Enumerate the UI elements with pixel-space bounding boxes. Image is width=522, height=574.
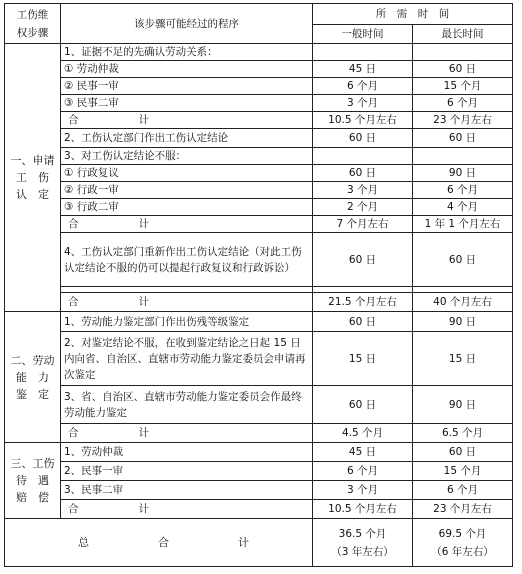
grand-total-normal-cell [313, 519, 413, 567]
s1-total-l1: 合 [68, 296, 79, 308]
table-row [5, 165, 513, 182]
s1-total-max: 40 个月左右 [413, 293, 513, 312]
s2-total-label [61, 424, 313, 443]
s1-step1-row2-max: 15 个月 [413, 78, 513, 95]
s1-step3-row2-label: ② 行政一审 [61, 182, 313, 199]
s2-step2-row [5, 332, 513, 386]
s1-step2-label: 2、工伤认定部门作出工伤认定结论 [61, 129, 313, 148]
s1-step1-total-max: 23 个月左右 [413, 112, 513, 129]
s2-step1-normal: 60 日 [313, 312, 413, 332]
section1-stage [5, 44, 61, 312]
grand-total-normal-note: （3 年左右） [331, 545, 394, 558]
s2-step1-label: 1、劳动能力鉴定部门作出伤残等级鉴定 [61, 312, 313, 332]
grand-total-l3: 计 [238, 535, 249, 549]
s2-step2-max: 15 日 [413, 332, 513, 386]
s1-step3-total-l2: 计 [138, 218, 149, 230]
s2-total-normal: 4.5 个月 [313, 424, 413, 443]
s1-step3-row1-label: ① 行政复议 [61, 165, 313, 182]
s1-step1-title-row [5, 44, 513, 61]
s3-total-max: 23 个月左右 [413, 500, 513, 519]
s1-step4-row [5, 233, 513, 287]
s1-step4-max: 60 日 [413, 233, 513, 287]
s1-step3-title: 3、对工伤认定结论不服： [61, 148, 313, 165]
header-step-line2: 权步骤 [16, 26, 49, 39]
grand-total-max-cell [413, 519, 513, 567]
header-max-time: 最长时间 [413, 25, 513, 44]
s1-step3-total-normal: 7 个月左右 [313, 216, 413, 233]
s2-total-max: 6.5 个月 [413, 424, 513, 443]
header-step-line1: 工伤维 [16, 8, 49, 21]
s1-step3-row2-normal: 3 个月 [313, 182, 413, 199]
s3-row1-normal: 45 日 [313, 443, 413, 462]
grand-total-max: 69.5 个月 [438, 527, 487, 540]
s1-total-normal: 21.5 个月左右 [313, 293, 413, 312]
s1-step3-row1-normal: 60 日 [313, 165, 413, 182]
header-time: 所 需 时 间 [313, 4, 513, 25]
s1-step1-row3-max: 6 个月 [413, 95, 513, 112]
s1-step3-title-row [5, 148, 513, 165]
work-injury-time-table [4, 3, 513, 567]
table-row [5, 78, 513, 95]
s1-step1-row2-normal: 6 个月 [313, 78, 413, 95]
s2-total-l2: 计 [138, 427, 149, 439]
s1-step4-label: 4、工伤认定部门重新作出工伤认定结论（对此工伤认定结论不服的仍可以提起行政复议和行政诉讼） [61, 233, 313, 287]
s1-step1-total-l1: 合 [68, 114, 79, 126]
s1-step3-total-max: 1 年 1 个月左右 [413, 216, 513, 233]
grand-total-label [5, 519, 313, 567]
s1-step3-row3-label: ③ 行政二审 [61, 199, 313, 216]
section2-stage [5, 312, 61, 443]
table-row [5, 443, 513, 462]
s1-step2-row [5, 129, 513, 148]
section1-stage-line3: 认 定 [16, 188, 49, 201]
table-row [5, 462, 513, 481]
s1-step3-total-row [5, 216, 513, 233]
s2-total-row [5, 424, 513, 443]
s3-row1-max: 60 日 [413, 443, 513, 462]
table-row [5, 95, 513, 112]
table-row [5, 182, 513, 199]
s1-step1-row1-max: 60 日 [413, 61, 513, 78]
grand-total-row [5, 519, 513, 567]
s3-row3-normal: 3 个月 [313, 481, 413, 500]
s1-step2-max: 60 日 [413, 129, 513, 148]
s1-step1-title-max [413, 44, 513, 61]
s2-step1-row [5, 312, 513, 332]
s3-row2-label: 2、民事一审 [61, 462, 313, 481]
s3-row3-max: 6 个月 [413, 481, 513, 500]
grand-total-normal: 36.5 个月 [338, 527, 387, 540]
table-row [5, 61, 513, 78]
s3-total-normal: 10.5 个月左右 [313, 500, 413, 519]
s1-step1-row3-normal: 3 个月 [313, 95, 413, 112]
header-normal-time: 一般时间 [313, 25, 413, 44]
s1-step3-row1-max: 90 日 [413, 165, 513, 182]
s1-step4-normal: 60 日 [313, 233, 413, 287]
grand-total-l1: 总 [78, 535, 89, 549]
s1-step3-row3-normal: 2 个月 [313, 199, 413, 216]
s1-step3-row3-max: 4 个月 [413, 199, 513, 216]
table-row [5, 199, 513, 216]
s1-total-row [5, 293, 513, 312]
section2-stage-line2: 能 力 [16, 370, 49, 384]
s1-step1-row1-label: ① 劳动仲裁 [61, 61, 313, 78]
s1-total-label [61, 293, 313, 312]
section3-stage-line2: 待 遇 [16, 474, 49, 487]
section2-stage-line3: 鉴 定 [16, 387, 49, 401]
s2-step2-label: 2、对鉴定结论不服，在收到鉴定结论之日起 15 日内向省、自治区、直辖市劳动能力鉴定委员会申请再次鉴定 [61, 332, 313, 386]
s2-step3-max: 90 日 [413, 386, 513, 424]
section1-stage-line1: 一、申请 [10, 154, 55, 167]
s1-step1-row2-label: ② 民事一审 [61, 78, 313, 95]
s1-step1-total-row [5, 112, 513, 129]
s3-total-label [61, 500, 313, 519]
s3-row2-normal: 6 个月 [313, 462, 413, 481]
s1-step1-row1-normal: 45 日 [313, 61, 413, 78]
table-row [5, 481, 513, 500]
s1-step1-total-normal: 10.5 个月左右 [313, 112, 413, 129]
s1-step3-title-normal [313, 148, 413, 165]
s1-step3-total-l1: 合 [68, 218, 79, 230]
s3-total-l1: 合 [68, 503, 79, 515]
grand-total-max-note: （6 年左右） [431, 545, 494, 558]
s3-row3-label: 3、民事二审 [61, 481, 313, 500]
s1-step3-total-label [61, 216, 313, 233]
s1-total-l2: 计 [138, 296, 149, 308]
section1-stage-line2: 工 伤 [16, 171, 49, 184]
header-step-cell [5, 4, 61, 44]
s2-step3-label: 3、省、自治区、直辖市劳动能力鉴定委员会作最终劳动能力鉴定 [61, 386, 313, 424]
s1-step1-total-l2: 计 [138, 114, 149, 126]
s2-step3-row [5, 386, 513, 424]
grand-total-l2: 合 [158, 535, 169, 549]
section3-stage [5, 443, 61, 519]
header-procedure: 该步骤可能经过的程序 [61, 4, 313, 44]
header-row-1 [5, 4, 513, 25]
s1-step1-title: 1、证据不足的先确认劳动关系： [61, 44, 313, 61]
s3-total-row [5, 500, 513, 519]
s2-total-l1: 合 [68, 427, 79, 439]
section3-stage-line3: 赔 偿 [16, 491, 49, 504]
s2-step2-normal: 15 日 [313, 332, 413, 386]
s1-step1-total-label [61, 112, 313, 129]
s1-step2-normal: 60 日 [313, 129, 413, 148]
section2-stage-line1: 二、劳动 [10, 353, 55, 367]
s3-row1-label: 1、劳动仲裁 [61, 443, 313, 462]
s1-step3-title-max [413, 148, 513, 165]
s3-total-l2: 计 [138, 503, 149, 515]
s1-step3-row2-max: 6 个月 [413, 182, 513, 199]
s3-row2-max: 15 个月 [413, 462, 513, 481]
s2-step3-normal: 60 日 [313, 386, 413, 424]
s2-step1-max: 90 日 [413, 312, 513, 332]
s1-step1-title-normal [313, 44, 413, 61]
section3-stage-line1: 三、工伤 [10, 457, 55, 470]
time-table-document [4, 3, 513, 567]
s1-step1-row3-label: ③ 民事二审 [61, 95, 313, 112]
